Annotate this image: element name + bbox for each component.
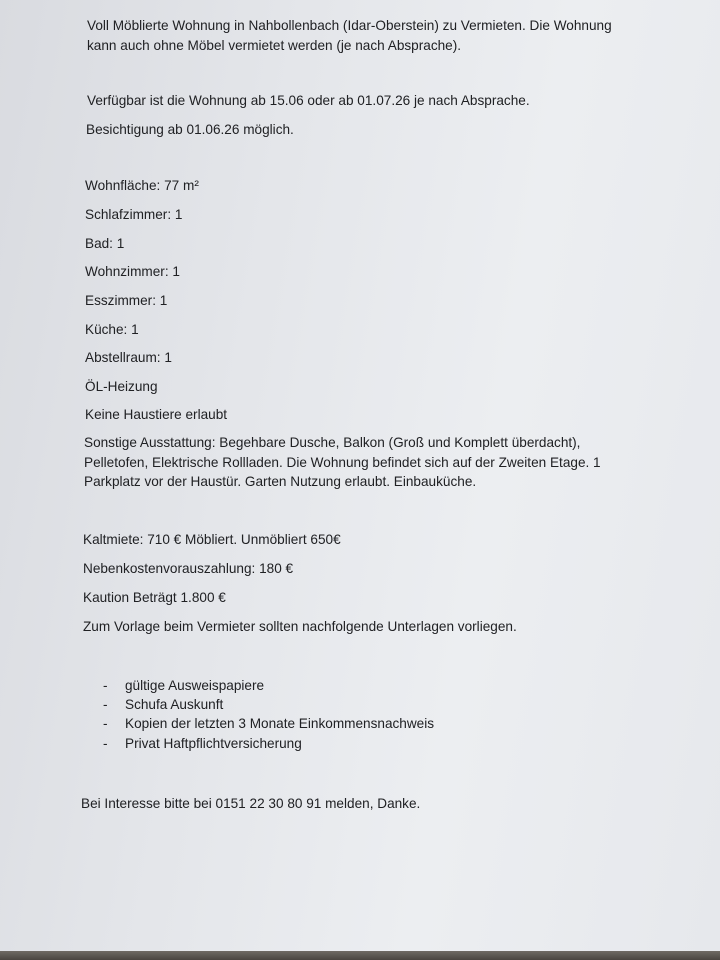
document-item: Schufa Auskunft — [125, 697, 224, 712]
intro-line: Voll Möblierte Wohnung in Nahbollenbach (Idar-Oberstein) zu Vermieten. Die Wohnung — [87, 18, 612, 33]
contact-text: Bei Interesse bitte bei 0151 22 30 80 91 melden, Danke. — [81, 796, 421, 811]
availability-text: Verfügbar ist die Wohnung ab 15.06 oder ab 01.07.26 je nach Absprache. — [87, 93, 530, 108]
detail-item: Abstellraum: 1 — [85, 350, 172, 365]
list-bullet: - — [103, 678, 108, 693]
table-surface — [0, 951, 720, 960]
list-bullet: - — [103, 716, 108, 731]
viewing-text: Besichtigung ab 01.06.26 möglich. — [86, 122, 294, 137]
cost-item: Kaution Beträgt 1.800 € — [83, 590, 226, 605]
requirements-intro: Zum Vorlage beim Vermieter sollten nachfolgende Unterlagen vorliegen. — [83, 619, 517, 634]
intro-line: kann auch ohne Möbel vermietet werden (je nach Absprache). — [87, 38, 462, 53]
detail-item: Keine Haustiere erlaubt — [85, 407, 228, 422]
document-item: Privat Haftpflichtversicherung — [125, 736, 302, 751]
document-item: gültige Ausweispapiere — [125, 678, 265, 693]
equipment-line: Parkplatz vor der Haustür. Garten Nutzung erlaubt. Einbauküche. — [84, 474, 477, 489]
cost-item: Nebenkostenvorauszahlung: 180 € — [83, 561, 294, 576]
cost-item: Kaltmiete: 710 € Möbliert. Unmöbliert 650€ — [83, 532, 341, 547]
detail-item: Esszimmer: 1 — [85, 293, 168, 308]
detail-item: Küche: 1 — [85, 322, 139, 337]
equipment-line: Pelletofen, Elektrische Rollladen. Die Wohnung befindet sich auf der Zweiten Etage. 1 — [84, 455, 601, 470]
detail-item: Bad: 1 — [85, 236, 125, 251]
detail-item: Schlafzimmer: 1 — [85, 207, 183, 222]
detail-item: Wohnfläche: 77 m² — [85, 178, 199, 193]
list-bullet: - — [103, 697, 108, 712]
detail-item: ÖL-Heizung — [85, 379, 158, 394]
list-bullet: - — [103, 736, 108, 751]
detail-item: Wohnzimmer: 1 — [85, 264, 180, 279]
document-item: Kopien der letzten 3 Monate Einkommensnachweis — [125, 716, 435, 731]
equipment-line: Sonstige Ausstattung: Begehbare Dusche, Balkon (Groß und Komplett überdacht), — [84, 435, 581, 450]
